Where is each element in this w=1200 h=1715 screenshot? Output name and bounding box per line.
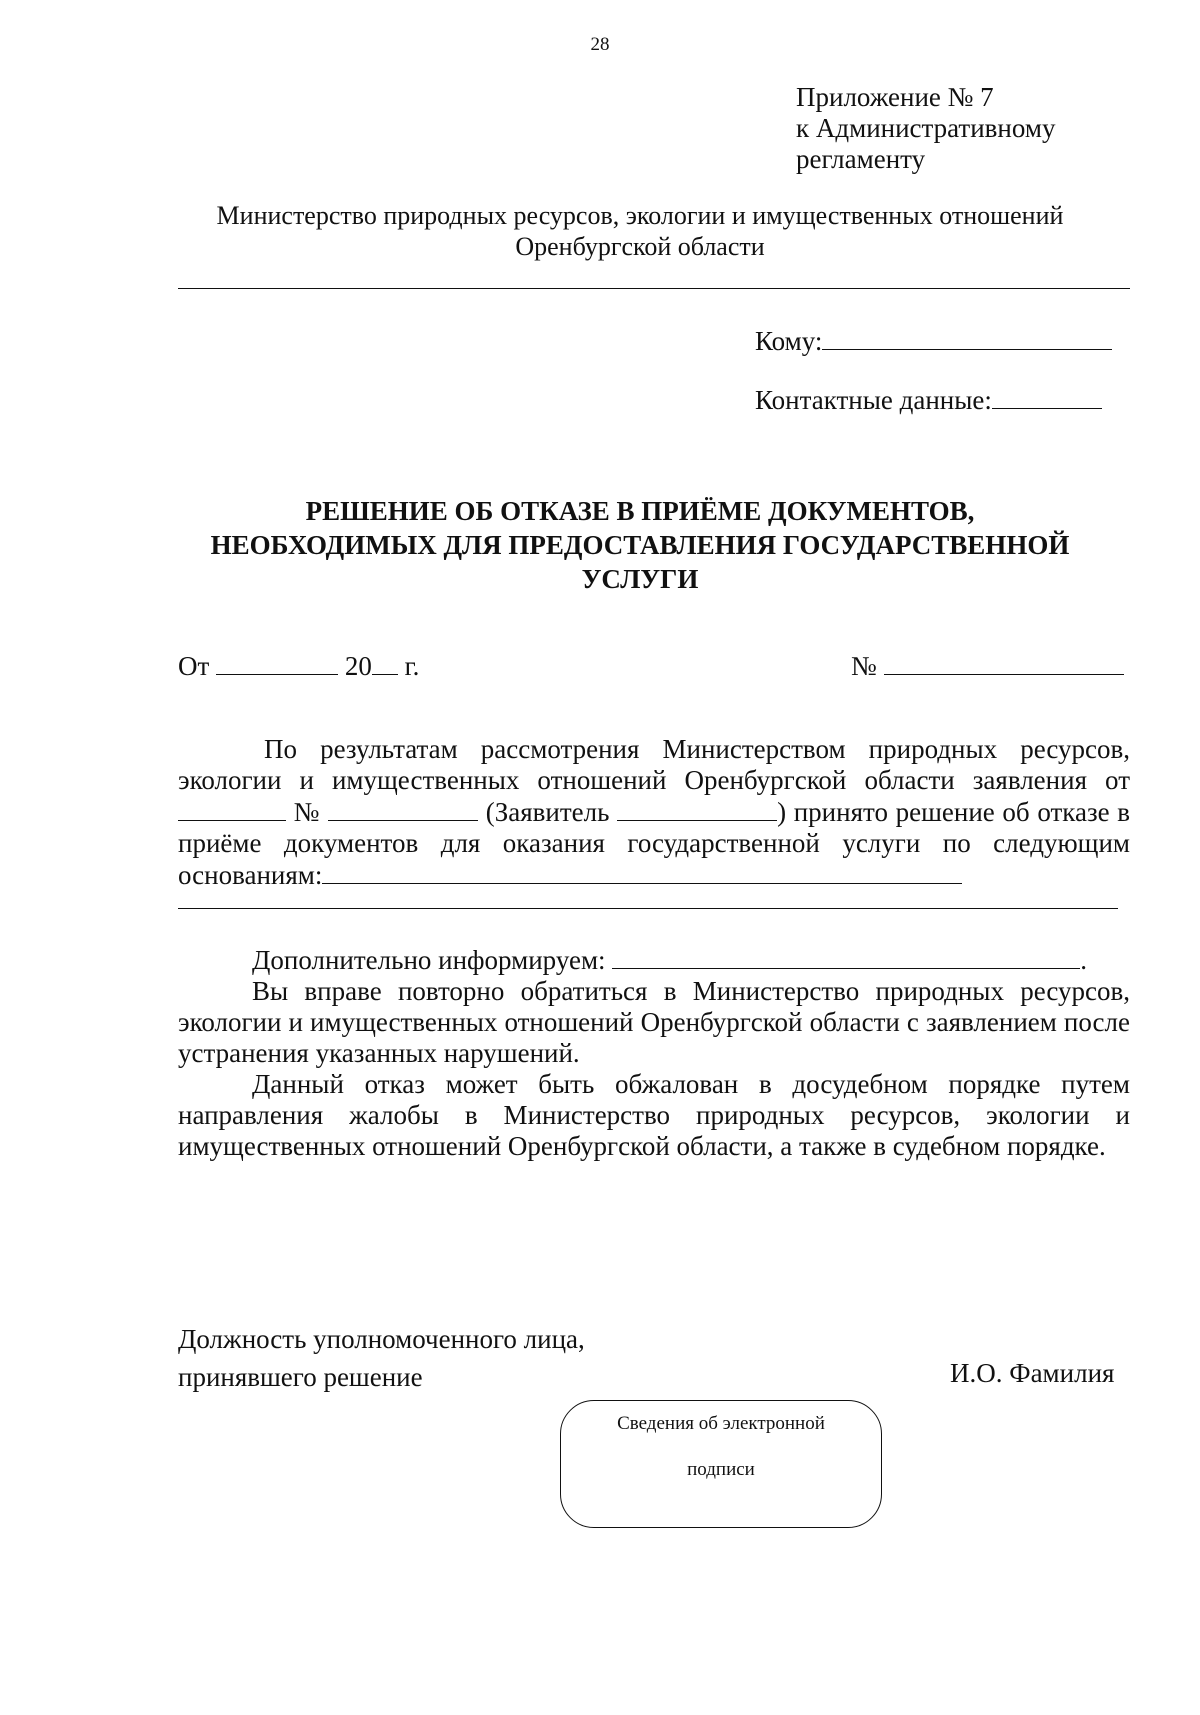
annex-line-1: Приложение № 7 [796,82,994,112]
paragraph-results [178,734,1130,891]
applicant-name-blank [617,796,777,821]
to-label: Кому: [755,326,823,356]
stamp-line-2: подписи [687,1459,755,1480]
ministry-header [150,200,1130,262]
number-blank-line [884,650,1124,675]
title-line-2: НЕОБХОДИМЫХ ДЛЯ ПРЕДОСТАВЛЕНИЯ ГОСУДАРСТВЕННОЙ [210,530,1070,560]
year-blank-line [372,650,398,675]
position-line-2: принявшего решение [178,1362,423,1392]
additional-blank-line [612,944,1080,969]
document-title [150,494,1130,596]
recipient-to [755,325,1112,357]
number-label: № [851,651,877,681]
year-prefix: 20 [344,651,372,681]
page-number: 28 [590,34,610,55]
position-line-1: Должность уполномоченного лица, [178,1324,585,1354]
additional-info [252,944,1087,976]
application-number-blank [328,796,478,821]
signatory-position [178,1320,585,1396]
ministry-line-2: Оренбургской области [515,232,765,261]
grounds-blank-line [322,859,962,884]
title-line-1: РЕШЕНИЕ ОБ ОТКАЗЕ В ПРИЁМЕ ДОКУМЕНТОВ, [305,496,975,526]
paragraph1-part2: ) принято решение об отказе в приёме документов для оказания государственной услуги по следующим основаниям: [178,797,1131,890]
date-from-label: От [178,651,210,681]
decision-number [851,650,1124,682]
ministry-line-1: Министерство природных ресурсов, экологии и имущественных отношений [216,201,1064,230]
contacts-blank-line [992,384,1102,409]
year-suffix: г. [404,651,420,681]
paragraph-reapply: Вы вправе повторно обратиться в Министерство природных ресурсов, экологии и имущественных отношений Оренбургской области с заявлением после устранения указанных нарушений. [178,976,1130,1068]
contacts-label: Контактные данные: [755,385,992,415]
electronic-signature-stamp [560,1400,882,1528]
additional-label: Дополнительно информируем: [252,945,606,975]
application-date-blank [178,796,286,821]
to-blank-line [822,325,1112,350]
paragraph1-part1: По результатам рассмотрения Министерством природных ресурсов, экологии и имущественных отношений Оренбургской области заявления от [178,734,1130,795]
stamp-line-1: Сведения об электронной [617,1413,825,1434]
date-blank-line [216,650,338,675]
grounds-blank-line-2 [178,908,1118,909]
paragraph-appeal: Данный отказ может быть обжалован в досудебном порядке путем направления жалобы в Министерство природных ресурсов, экологии и имущественных отношений Оренбургской области, а также в судебном порядке. [178,1069,1130,1161]
annex-reference [796,82,1055,175]
recipient-contacts [755,384,1102,416]
title-line-3: УСЛУГИ [581,564,699,594]
paragraph1-applicant: (Заявитель [485,797,610,827]
annex-line-3: регламенту [796,144,926,174]
additional-end: . [1080,945,1088,975]
paragraph1-number-sign: № [293,797,321,827]
decision-date [178,650,419,682]
header-divider [178,288,1130,289]
annex-line-2: к Административному [796,113,1056,143]
signatory-name: И.О. Фамилия [950,1358,1115,1388]
